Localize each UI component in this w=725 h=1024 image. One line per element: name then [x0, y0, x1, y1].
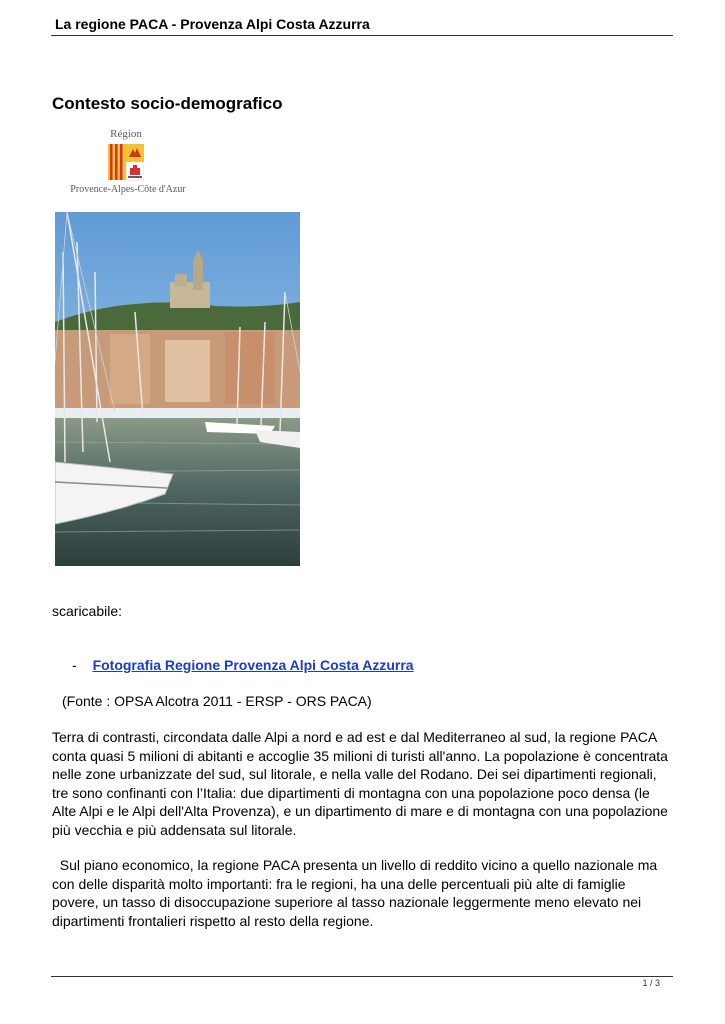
footer-divider	[51, 976, 673, 977]
logo-top-text: Région	[110, 128, 142, 140]
logo-bottom-text: Provence-Alpes-Côte d'Azur	[70, 184, 186, 195]
page-number: 1 / 3	[642, 978, 660, 988]
list-item	[72, 656, 414, 674]
download-label: scaricabile:	[52, 603, 123, 619]
photo-download-link[interactable]: Fotografia Regione Provenza Alpi Costa Azzurra	[92, 657, 414, 673]
region-logo	[58, 126, 198, 198]
article-heading: Contesto socio-demografico	[52, 94, 283, 113]
source-citation: (Fonte : OPSA Alcotra 2011 - ERSP - ORS PACA)	[62, 693, 372, 709]
page-header-title: La regione PACA - Provenza Alpi Costa Azzurra	[55, 16, 370, 32]
region-emblem-icon	[108, 144, 144, 184]
list-bullet: -	[72, 657, 77, 673]
marseille-harbor-photo	[55, 212, 300, 566]
body-paragraph: Terra di contrasti, circondata dalle Alpi a nord e ad est e dal Mediterraneo al sud, la regione PACA conta quasi 5 milioni di abitanti e accoglie 35 milioni di turisti all'anno. La popolazione è concentrata nelle zone urbanizzate del sud, sul litorale, e nella valle del Rodano. Dei sei dipartimenti regionali, tre sono confinanti con l’Italia: due dipartimenti di montagna con una popolazione poco densa (le Alte Alpi e le Alpi dell'Alta Provenza), e un dipartimento di mare e di montagna con una popolazione più vecchia e più addensata sul litorale.	[52, 729, 668, 838]
header-divider	[51, 35, 673, 36]
body-paragraph-text: Sul piano economico, la regione PACA presenta un livello di reddito vicino a quello nazionale ma con delle disparità molto importanti: fra le regioni, ha una delle percentuali più alte di famiglie povere, un tasso di disoccupazione superiore al tasso nazionale leggermente meno elevato nei dipartimenti frontalieri rispetto al resto della regione.	[52, 857, 658, 929]
body-paragraph	[52, 856, 674, 930]
